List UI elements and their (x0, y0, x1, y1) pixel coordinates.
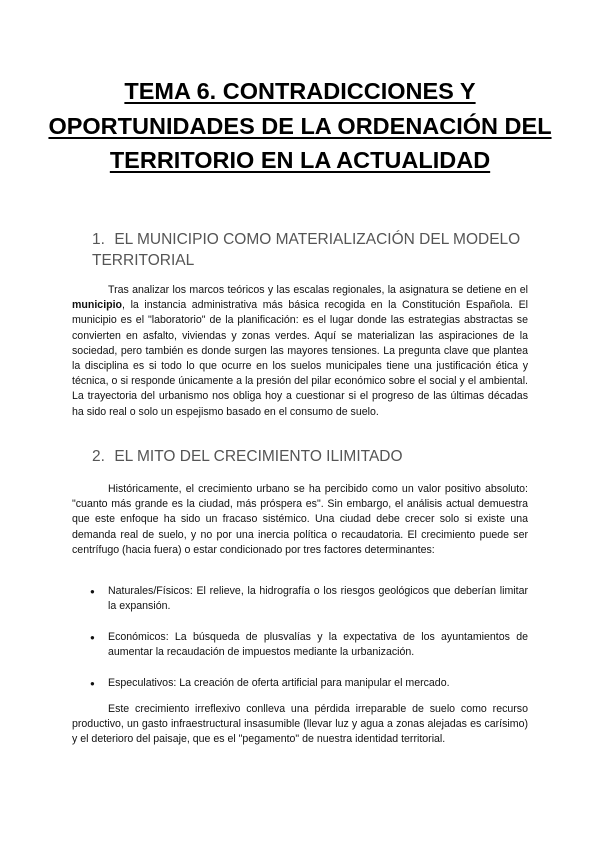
section-number-1: 1. (92, 231, 105, 248)
section-2-closing-paragraph: Este crecimiento irreflexivo conlleva una pérdida irreparable de suelo como recurso productivo, un gasto infraestructural insasumible (llevar luz y agua a zonas alejadas es carísimo) y el deterioro del paisaje, que es el "pegamento" de nuestra identidad territorial. (72, 703, 528, 746)
list-item: ● Naturales/Físicos: El relieve, la hidrografía o los riesgos geológicos que deberían limitar la expansión. (90, 584, 528, 630)
section-number-2: 2. (92, 448, 105, 465)
section-heading-1 (92, 229, 532, 271)
section-2-paragraph: Históricamente, el crecimiento urbano se ha percibido como un valor positivo absoluto: "cuanto más grande es la ciudad, más próspera es". Sin embargo, el análisis actual demuestra que este enfoque ha sido un fracaso sistémico. Una ciudad debe crecer solo si existe una demanda real de suelo, y no por una inercia política o recaudatoria. El crecimiento puede ser centrífugo (hacia fuera) o estar condicionado por tres factores determinantes: (72, 483, 528, 556)
section-1-paragraph (72, 283, 528, 420)
section-title-2: EL MITO DEL CRECIMIENTO ILIMITADO (114, 448, 403, 465)
bold-term: municipio (72, 299, 123, 312)
paragraph-text: , la instancia administrativa más básica recogida en la Constitución Española. El municipio es el "laboratorio" de la planificación: es el lugar donde las estrategias abstractas se convierten en asfalto, viviendas y zonas verdes. Aquí se materializan las aspiraciones de la sociedad, pero también es donde surgen las mayores tensiones. La pregunta clave que plantea la disciplina es si todo lo que ocurre en los suelos municipales tiene una justificación ética y técnica, o si responde únicamente a la presión del pilar económico sobre el social y el ambiental. La trayectoria del urbanismo nos obliga hoy a cuestionar si el progreso de las últimas décadas ha sido real o solo un espejismo basado en el consumo de suelo. (72, 299, 528, 418)
factor-list (90, 584, 528, 691)
list-item: ● Especulativos: La creación de oferta artificial para manipular el mercado. (90, 676, 528, 691)
list-item: ● Económicos: La búsqueda de plusvalías y la expectativa de los ayuntamientos de aumentar la recaudación de impuestos mediante la urbanización. (90, 630, 528, 676)
section-title-1: EL MUNICIPIO COMO MATERIALIZACIÓN DEL MODELO TERRITORIAL (92, 231, 521, 269)
page-title: TEMA 6. CONTRADICCIONES Y OPORTUNIDADES DE LA ORDENACIÓN DEL TERRITORIO EN LA ACTUALIDAD (48, 78, 552, 173)
paragraph-text: Tras analizar los marcos teóricos y las escalas regionales, la asignatura se detiene en el (108, 284, 528, 296)
section-heading-2 (92, 446, 532, 467)
